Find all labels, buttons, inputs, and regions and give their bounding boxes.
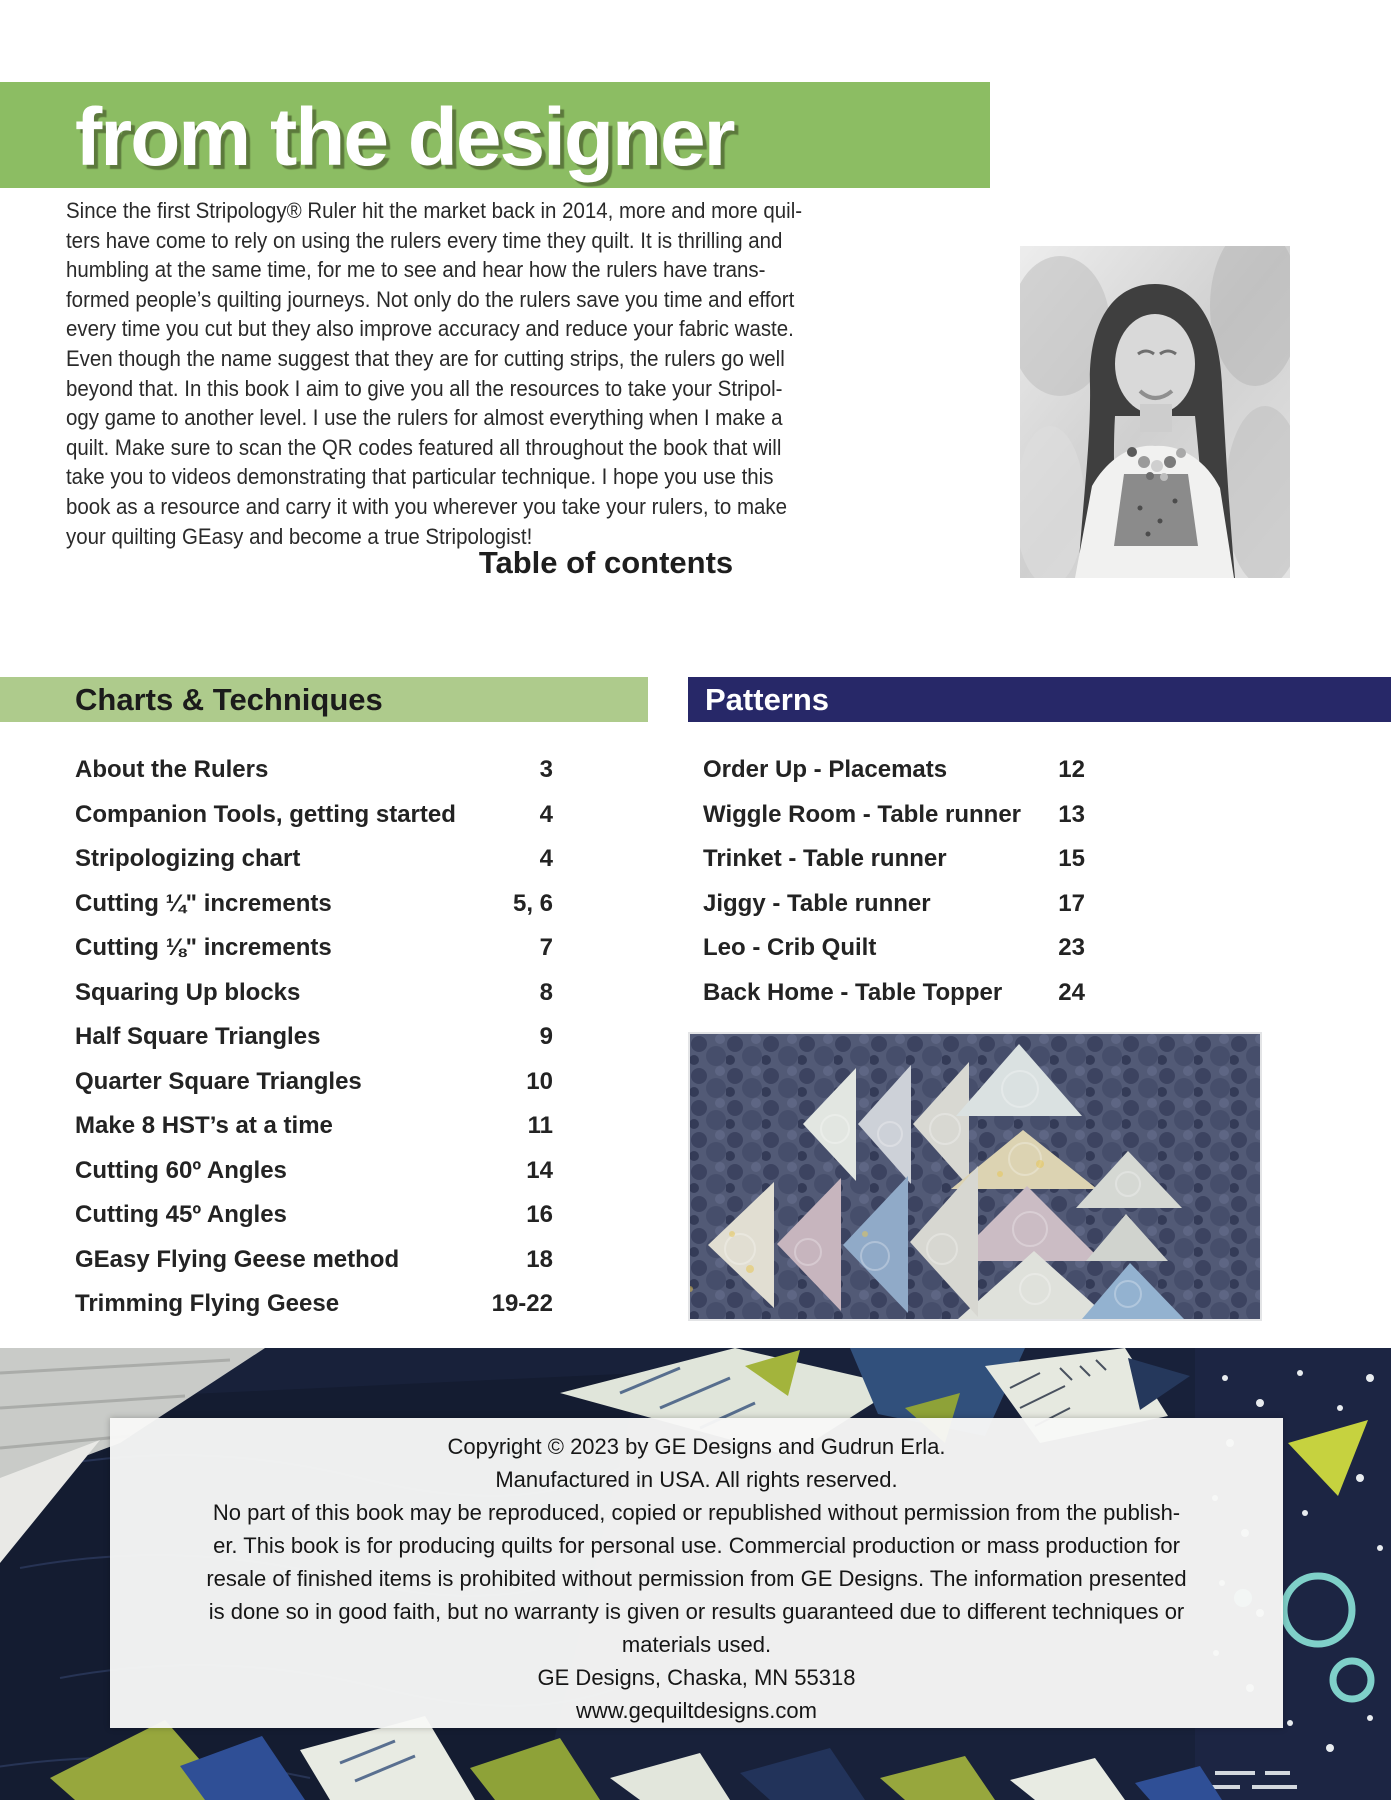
toc-item-label: Companion Tools, getting started — [75, 800, 456, 828]
toc-item-label: Cutting 60º Angles — [75, 1156, 287, 1184]
toc-item-page: 8 — [539, 978, 553, 1006]
toc-charts-list — [75, 748, 553, 1327]
intro-line: ogy game to another level. I use the rulers for almost everything when I make a — [66, 405, 783, 431]
toc-item-label: Half Square Triangles — [75, 1023, 321, 1051]
designer-portrait-photo — [1020, 246, 1290, 578]
toc-row — [75, 748, 553, 793]
toc-row — [75, 837, 553, 882]
toc-row — [703, 837, 1085, 882]
flying-geese-quilt-photo — [688, 1032, 1262, 1321]
intro-line: take you to videos demonstrating that particular technique. I hope you use this — [66, 464, 774, 490]
toc-item-label: Squaring Up blocks — [75, 978, 301, 1006]
page-title: from the designer — [75, 92, 734, 183]
toc-row — [75, 971, 553, 1016]
intro-paragraph — [66, 196, 950, 551]
toc-item-page: 3 — [539, 756, 553, 784]
toc-item-page: 11 — [527, 1112, 553, 1140]
toc-item-page: 5, 6 — [512, 889, 553, 917]
toc-row — [75, 1238, 553, 1283]
toc-item-page: 17 — [1058, 889, 1085, 917]
toc-item-page: 7 — [539, 934, 553, 962]
toc-row — [75, 1193, 553, 1238]
toc-item-page: 13 — [1058, 800, 1085, 828]
toc-charts-header: Charts & Techniques — [75, 681, 383, 717]
toc-item-label: Jiggy - Table runner — [703, 889, 931, 917]
toc-item-label: About the Rulers — [75, 756, 269, 784]
toc-row — [75, 1282, 553, 1327]
toc-item-page: 18 — [526, 1245, 553, 1273]
toc-item-label: Cutting ¼" increments — [75, 889, 332, 917]
toc-row — [75, 926, 553, 971]
toc-item-label: Order Up - Placemats — [703, 756, 948, 784]
toc-item-label: Back Home - Table Topper — [703, 978, 1003, 1006]
copyright-line: Manufactured in USA. All rights reserved. — [495, 1467, 898, 1492]
toc-item-label: Cutting ⅛" increments — [75, 934, 332, 962]
intro-line: formed people’s quilting journeys. Not only do the rulers save you time and effort — [66, 286, 795, 312]
copyright-line: www.gequiltdesigns.com — [576, 1698, 817, 1723]
intro-line: quilt. Make sure to scan the QR codes featured all throughout the book that will — [66, 434, 782, 460]
toc-item-page: 12 — [1058, 756, 1085, 784]
toc-row — [703, 748, 1085, 793]
toc-item-page: 14 — [526, 1156, 553, 1184]
intro-line: Even though the name suggest that they are for cutting strips, the rulers go well — [66, 345, 785, 371]
toc-row — [75, 1015, 553, 1060]
intro-line: book as a resource and carry it with you wherever you take your rulers, to make — [66, 493, 787, 519]
toc-row — [75, 1104, 553, 1149]
toc-item-page: 10 — [526, 1067, 553, 1095]
toc-row — [703, 882, 1085, 927]
toc-item-label: Wiggle Room - Table runner — [703, 800, 1022, 828]
toc-row — [703, 926, 1085, 971]
toc-item-page: 24 — [1058, 978, 1085, 1006]
toc-item-label: Cutting 45º Angles — [75, 1201, 287, 1229]
toc-item-page: 4 — [539, 845, 553, 873]
toc-item-page: 16 — [526, 1201, 553, 1229]
intro-line: humbling at the same time, for me to see and hear how the rulers have trans- — [66, 257, 766, 283]
toc-row — [75, 1149, 553, 1194]
toc-row — [703, 971, 1085, 1016]
toc-item-page: 23 — [1058, 934, 1085, 962]
toc-patterns-list — [703, 748, 1085, 1015]
toc-patterns-header: Patterns — [705, 681, 830, 717]
intro-line: your quilting GEasy and become a true Stripologist! — [66, 523, 533, 549]
copyright-line: resale of finished items is prohibited without permission from GE Designs. The information presented — [206, 1566, 1187, 1591]
copyright-line: GE Designs, Chaska, MN 55318 — [537, 1665, 856, 1690]
copyright-line: materials used. — [621, 1632, 772, 1657]
toc-item-page: 4 — [539, 800, 553, 828]
toc-item-label: Make 8 HST’s at a time — [75, 1112, 333, 1140]
toc-item-label: Leo - Crib Quilt — [703, 934, 877, 962]
toc-item-label: Stripologizing chart — [75, 845, 301, 873]
toc-item-label: Trinket - Table runner — [703, 845, 947, 873]
header-banner — [0, 82, 990, 188]
intro-line: every time you cut but they also improve accuracy and reduce your fabric waste. — [66, 316, 794, 342]
toc-item-page: 19-22 — [491, 1290, 553, 1318]
toc-patterns-header-banner — [688, 677, 1391, 722]
toc-item-label: Quarter Square Triangles — [75, 1067, 362, 1095]
toc-charts-header-banner — [0, 677, 648, 722]
copyright-line: is done so in good faith, but no warranty is given or results guaranteed due to different techniques or — [208, 1599, 1185, 1624]
toc-item-label: GEasy Flying Geese method — [75, 1245, 400, 1273]
copyright-box — [110, 1418, 1283, 1728]
toc-item-label: Trimming Flying Geese — [75, 1290, 340, 1318]
toc-row — [75, 882, 553, 927]
copyright-line: er. This book is for producing quilts for personal use. Commercial production or mass production for — [213, 1533, 1180, 1558]
toc-item-page: 15 — [1058, 845, 1085, 873]
copyright-line: No part of this book may be reproduced, copied or republished without permission from the publish- — [212, 1500, 1181, 1525]
intro-line: beyond that. In this book I aim to give you all the resources to take your Stripol- — [66, 375, 783, 401]
toc-row — [75, 1060, 553, 1105]
intro-line: Since the first Stripology® Ruler hit the market back in 2014, more and more quil- — [66, 198, 803, 223]
toc-row — [703, 793, 1085, 838]
toc-row — [75, 793, 553, 838]
intro-line: ters have come to rely on using the rulers every time they quilt. It is thrilling and — [66, 227, 783, 253]
toc-title: Table of contents — [478, 545, 734, 580]
toc-item-page: 9 — [539, 1023, 553, 1051]
copyright-line: Copyright © 2023 by GE Designs and Gudrun Erla. — [447, 1434, 946, 1459]
